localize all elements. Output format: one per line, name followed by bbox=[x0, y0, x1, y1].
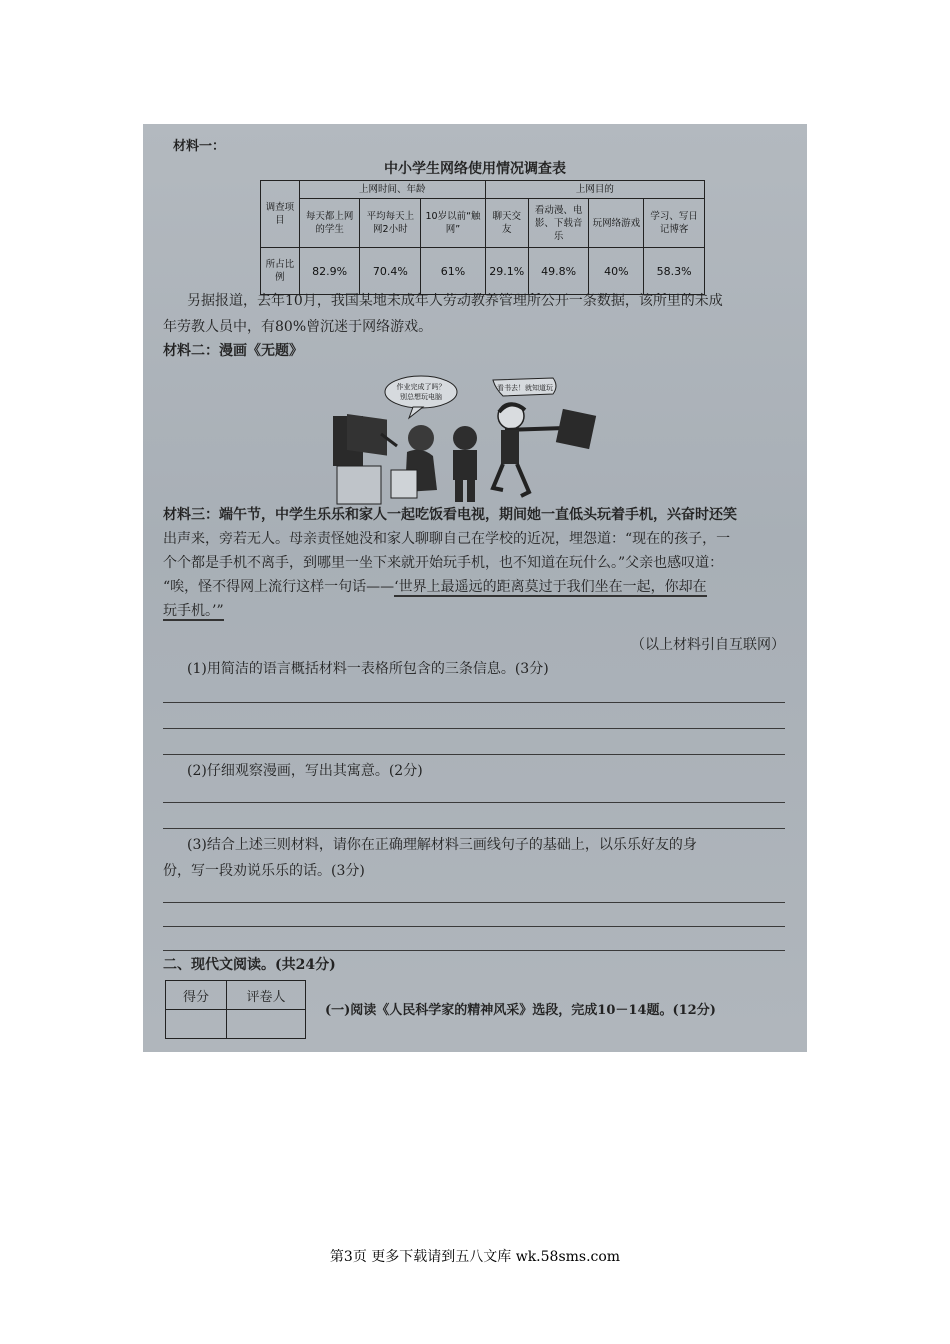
material3-line-part: “唉，怪不得网上流行这样一句话—— bbox=[163, 579, 395, 595]
material3-line: 个个都是手机不离手，到哪里一坐下来就开始玩手机，也不知道在玩什么。”父亲也感叹道： bbox=[163, 555, 724, 571]
answer-line bbox=[163, 950, 785, 951]
column-header: 看动漫、电影、下载音乐 bbox=[528, 199, 589, 248]
material2-label: 材料二：漫画《无题》 bbox=[163, 343, 303, 359]
speech-bubble-right bbox=[493, 378, 556, 396]
group-header-time-age: 上网时间、年龄 bbox=[299, 181, 485, 199]
material3-underlined-sentence: ‘世界上最遥远的距离莫过于我们坐在一起，你却在 bbox=[394, 579, 707, 595]
answer-line bbox=[163, 728, 785, 729]
cartoon-illustration bbox=[333, 372, 613, 508]
section-2-title: 二、现代文阅读。(共24分) bbox=[163, 957, 336, 973]
grader-cell bbox=[227, 1010, 306, 1039]
question-1: (1)用简洁的语言概括材料一表格所包含的三条信息。(3分) bbox=[187, 661, 549, 677]
material3-line bbox=[163, 602, 224, 620]
material-source-note: （以上材料引自互联网） bbox=[631, 637, 785, 653]
computer-drawing bbox=[333, 414, 387, 504]
survey-table-title: 中小学生网络使用情况调查表 bbox=[384, 161, 566, 177]
table-cell: 61% bbox=[421, 248, 486, 295]
material3-line: 材料三：端午节，中学生乐乐和家人一起吃饭看电视，期间她一直低头玩着手机，兴奋时还笑 bbox=[163, 507, 737, 523]
bubble-right-text: 看书去！就知道玩 bbox=[497, 384, 553, 392]
table-cell: 58.3% bbox=[644, 248, 705, 295]
question-3-line: (3)结合上述三则材料，请你在正确理解材料三画线句子的基础上，以乐乐好友的身 bbox=[187, 837, 697, 853]
table-cell: 82.9% bbox=[299, 248, 360, 295]
question-2: (2)仔细观察漫画，写出其寓意。(2分) bbox=[187, 763, 423, 779]
material1-note-line: 年劳教人员中，有80%曾沉迷于网络游戏。 bbox=[163, 319, 433, 335]
scanned-exam-page bbox=[143, 124, 807, 1052]
speech-bubble-left bbox=[385, 376, 457, 418]
column-header: 玩网络游戏 bbox=[589, 199, 644, 248]
mother-figure bbox=[381, 425, 437, 498]
row-header-items: 调查项目 bbox=[261, 181, 300, 248]
row-header-ratio: 所占比例 bbox=[261, 248, 300, 295]
table-cell: 70.4% bbox=[360, 248, 421, 295]
answer-line bbox=[163, 702, 785, 703]
column-header: 平均每天上网2小时 bbox=[360, 199, 421, 248]
child-figure bbox=[453, 426, 477, 502]
column-header: 学习、写日记博客 bbox=[644, 199, 705, 248]
column-header: 10岁以前“触网” bbox=[421, 199, 486, 248]
answer-line bbox=[163, 902, 785, 903]
answer-line bbox=[163, 802, 785, 803]
material1-note-line: 另据报道，去年10月，我国某地未成年人劳动教养管理所公开一条数据，该所里的未成 bbox=[187, 293, 723, 309]
score-label: 得分 bbox=[166, 981, 227, 1010]
table-cell: 40% bbox=[589, 248, 644, 295]
material3-underlined-sentence-end: 玩手机。’” bbox=[163, 603, 224, 619]
material3-line: 出声来，旁若无人。母亲责怪她没和家人聊聊自己在学校的近况，埋怨道：“现在的孩子，一 bbox=[163, 531, 731, 547]
column-header: 每天都上网的学生 bbox=[299, 199, 360, 248]
table-cell: 29.1% bbox=[485, 248, 528, 295]
material3-line bbox=[163, 578, 707, 596]
father-figure bbox=[493, 403, 596, 496]
grader-label: 评卷人 bbox=[227, 981, 306, 1010]
question-3-line: 份，写一段劝说乐乐的话。(3分) bbox=[163, 863, 365, 879]
bubble-left-line: 作业完成了吗？ bbox=[396, 383, 446, 391]
score-cell bbox=[166, 1010, 227, 1039]
page-footer: 第3页 更多下载请到五八文库 wk.58sms.com bbox=[329, 1249, 621, 1265]
column-header: 聊天交友 bbox=[485, 199, 528, 248]
survey-table bbox=[260, 180, 705, 295]
group-header-purpose: 上网目的 bbox=[485, 181, 704, 199]
material1-label: 材料一： bbox=[173, 139, 226, 154]
answer-line bbox=[163, 828, 785, 829]
score-table bbox=[165, 980, 306, 1039]
answer-line bbox=[163, 926, 785, 927]
section-2-subsection-1: (一)阅读《人民科学家的精神风采》选段，完成10－14题。(12分) bbox=[325, 1003, 716, 1018]
table-cell: 49.8% bbox=[528, 248, 589, 295]
bubble-left-line: 别总想玩电脑 bbox=[400, 393, 442, 401]
answer-line bbox=[163, 754, 785, 755]
